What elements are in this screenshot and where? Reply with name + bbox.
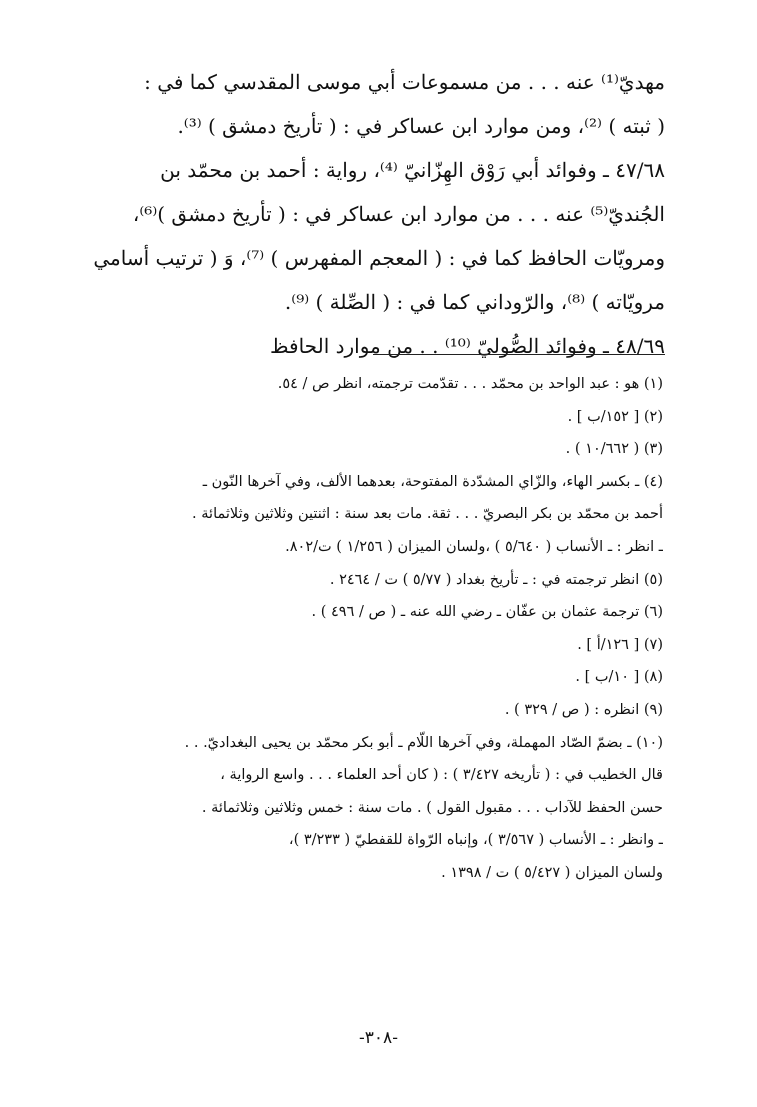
footnotes: [87, 368, 663, 890]
footnote-line: (٦) ترجمة عثمان بن عفّان ـ رضي الله عنه ـ ( ص / ٤٩٦ ) .: [311, 604, 663, 621]
footnote-line: (٩) انظره : ( ص / ٣٢٩ ) .: [504, 701, 663, 718]
main-line: مرويّاته ) ⁽⁸⁾، والرّوداني كما في : ( الصِّلة ) ⁽⁹⁾.: [284, 290, 665, 314]
footnote-line: (١) هو : عبد الواحد بن محمّد . . . تقدّمت ترجمته، انظر ص / ٥٤.: [277, 376, 663, 392]
footnote-line: (٤) ـ بكسر الهاء، والزّاي المشدّدة المفتوحة، بعدهما الألف، وفي آخرها النّون ـ: [202, 473, 663, 490]
footnote-line: ولسان الميزان ( ٥/٤٢٧ ) ت / ١٣٩٨ .: [441, 864, 663, 881]
footnote-separator: [373, 354, 665, 355]
main-line: الجُنديّ⁽⁵⁾ عنه . . . من موارد ابن عساكر في : ( تأريخ دمشق )⁽⁶⁾،: [132, 202, 665, 226]
main-line: مهديّ⁽¹⁾ عنه . . . من مسموعات أبي موسى المقدسي كما في :: [144, 70, 665, 94]
footnote-line: (٢) [ ١٥٢/ب ] .: [567, 408, 663, 425]
footnote-line: (٥) انظر ترجمته في : ـ تأريخ بغداد ( ٥/٧٧ ) ت / ٢٤٦٤ .: [329, 571, 663, 588]
entry-69-line: ٤٨/٦٩ ـ وفوائد الصُّوليّ ⁽¹⁰⁾ . . من موارد الحافظ: [270, 334, 665, 358]
footnote-line: أحمد بن محمّد بن بكر البصريّ . . . ثقة. مات بعد سنة : اثنتين وثلاثين وثلاثمائة .: [192, 506, 663, 523]
main-text: [87, 60, 665, 368]
main-line: ومرويّات الحافظ كما في : ( المعجم المفهرس ) ⁽⁷⁾، وَ ( ترتيب أسامي: [93, 246, 665, 270]
footnote-line: (٨) [ ١٠/ب ] .: [575, 669, 663, 686]
main-line: ( ثبته ) ⁽²⁾، ومن موارد ابن عساكر في : ( تأريخ دمشق ) ⁽³⁾.: [177, 114, 665, 138]
entry-68-line: ٤٧/٦٨ ـ وفوائد أبي رَوْق الهِزّانيّ ⁽⁴⁾، رواية : أحمد بن محمّد بن: [160, 158, 665, 182]
footnote-line: قال الخطيب في : ( تأريخه ٣/٤٢٧ ) : ( كان أحد العلماء . . . واسع الرواية ،: [220, 767, 663, 784]
footnote-line: حسن الحفظ للآداب . . . مقبول القول ) . مات سنة : خمس وثلاثين وثلاثمائة .: [201, 799, 663, 816]
footnote-line: (٣) ( ١٠/٦٦٢ ) .: [565, 441, 663, 458]
footnote-line: (٧) [ ١٢٦/أ ] .: [577, 636, 663, 653]
footnote-line: ـ وانظر : ـ الأنساب ( ٣/٥٦٧ )، وإنباه الرّواة للقفطيّ ( ٣/٢٣٣ )،: [288, 832, 663, 849]
page-number: -٣٠٨-: [359, 1028, 398, 1048]
footnote-line: ـ انظر : ـ الأنساب ( ٥/٦٤٠ ) ،ولسان الميزان ( ١/٢٥٦ ) ت/٨٠٢.: [285, 538, 663, 555]
footnote-line: (١٠) ـ بضمّ الصّاد المهملة، وفي آخرها اللّام ـ أبو بكر محمّد بن يحيى البغداديّ. . .: [184, 734, 663, 751]
